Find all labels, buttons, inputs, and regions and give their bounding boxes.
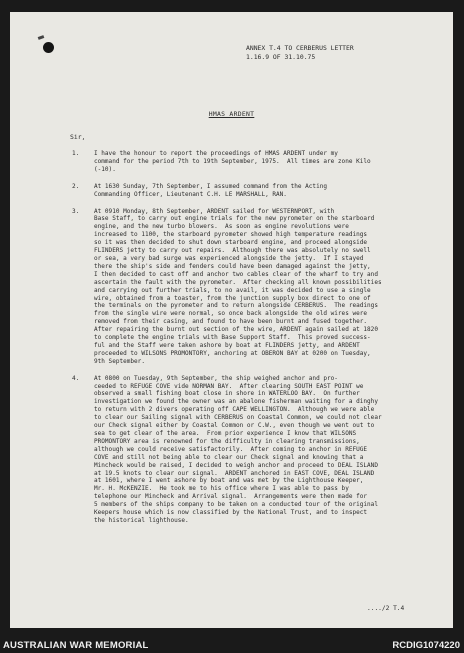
paragraph-number: 3.: [72, 207, 80, 215]
continuation-note: ..../2 T.4: [367, 605, 405, 612]
staple-mark: [38, 35, 45, 40]
report-body: [72, 150, 430, 534]
paragraph: [72, 375, 430, 525]
document-title: HMAS ARDENT: [208, 110, 255, 118]
punch-hole: [43, 42, 54, 53]
paragraph-text: At 1630 Sunday, 7th September, I assumed command from the Acting Commanding Officer, Lieutenant C.H. LE MARSHALL, RAN.: [94, 182, 327, 198]
paragraph-number: 2.: [72, 182, 80, 190]
paragraph-text: I have the honour to report the proceedings of HMAS ARDENT under my command for the period 7th to 19th September, 1975. All times are zone Kilo (-10).: [94, 150, 371, 173]
salutation: Sir,: [70, 133, 86, 141]
paragraph-number: 4.: [72, 374, 80, 382]
paragraph-text: At 0800 on Tuesday, 9th September, the ship weighed anchor and pro- ceeded to REFUGE COVE vide NORMAN BAY. After clearing SOUTH EAST POINT we observed a small fishing boat close in shore in WATERLOO BAY. On further investigation we found the owner was an abalone fisherman waiting for a dinghy to return with 2 divers operating off CAPE WELLINGTON. Although we were able to clear our Sailing signal with CERBERUS on Coastal Common, we could not clear our Check signal either by Coastal Common or C.W., even though we went out to sea to get clear of the area. From prior experience I know that WILSONS PROMONTORY area is renowned for the difficulty in clearing transmissions, although we could receive satisfactorily. After coming to anchor in REFUGE COVE and still not being able to clear our Check signal and knowing that a Mincheck would be raised, I decided to weigh anchor and proceed to DEAL ISLAND at 19.5 knots to clear our signal. ARDENT anchored in EAST COVE, DEAL ISLAND at 1601, where I went ashore by boat and was met by the Lighthouse Keeper, Mr. H. McKENZIE. He took me to his office where I was able to pass by telephone our Mincheck and Arrival signal. Arrangements were then made for 5 members of the ships company to be taken on a conducted tour of the original Keepers house which is now classified by the National Trust, and to inspect the historical lighthouse.: [94, 374, 382, 524]
paragraph: [72, 150, 430, 174]
document-page: [10, 12, 453, 628]
archive-record-id: RCDIG1074220: [392, 640, 460, 651]
paragraph-number: 1.: [72, 150, 80, 157]
paragraph: [72, 208, 430, 366]
archive-footer: [0, 640, 464, 653]
paragraph: [72, 183, 430, 199]
paragraph-text: At 0910 Monday, 8th September, ARDENT sailed for WESTERNPORT, with Base Staff, to carry out engine trials for the new pyrometer on the starboard engine, and the new turbo blowers. As soon as engine revolutions were increased to 1100, the starboard pyrometer showed high temperature readings so it was then decided to shut down starboard engine, and proceed alongside FLINDERS jetty to carry out repairs. Although there was absolutely no swell or sea, a very bad surge was experienced alongside the jetty. If I stayed there the ship's side and fenders could have been damaged against the jetty, I then decided to cast off and anchor two cables clear of the wharf to try and ascertain the fault with the pyrometer. After checking all known possibilities and carrying out further trials, to no avail, it was decided to use a single wire, obtained from a toaster, from the junction supply box direct to one of the terminals on the pyrometer and to return alongside CERBERUS. The readings from the single wire were normal, so once back alongside the old wires were removed from their casing, and found to have been burnt and fused together. After repairing the burnt out section of the wire, ARDENT again sailed at 1820 to complete the engine trials with Base Support Staff. This proved success- ful and the Staff were taken ashore by boat at FLINDERS jetty, and ARDENT proceeded to WILSONS PROMONTORY, anchoring at OBERON BAY at 0200 on Tuesday, 9th September.: [94, 207, 382, 365]
archive-name: AUSTRALIAN WAR MEMORIAL: [3, 640, 149, 651]
annex-reference: ANNEX T.4 TO CERBERUS LETTER 1.16.9 OF 31.10.75: [246, 44, 354, 61]
